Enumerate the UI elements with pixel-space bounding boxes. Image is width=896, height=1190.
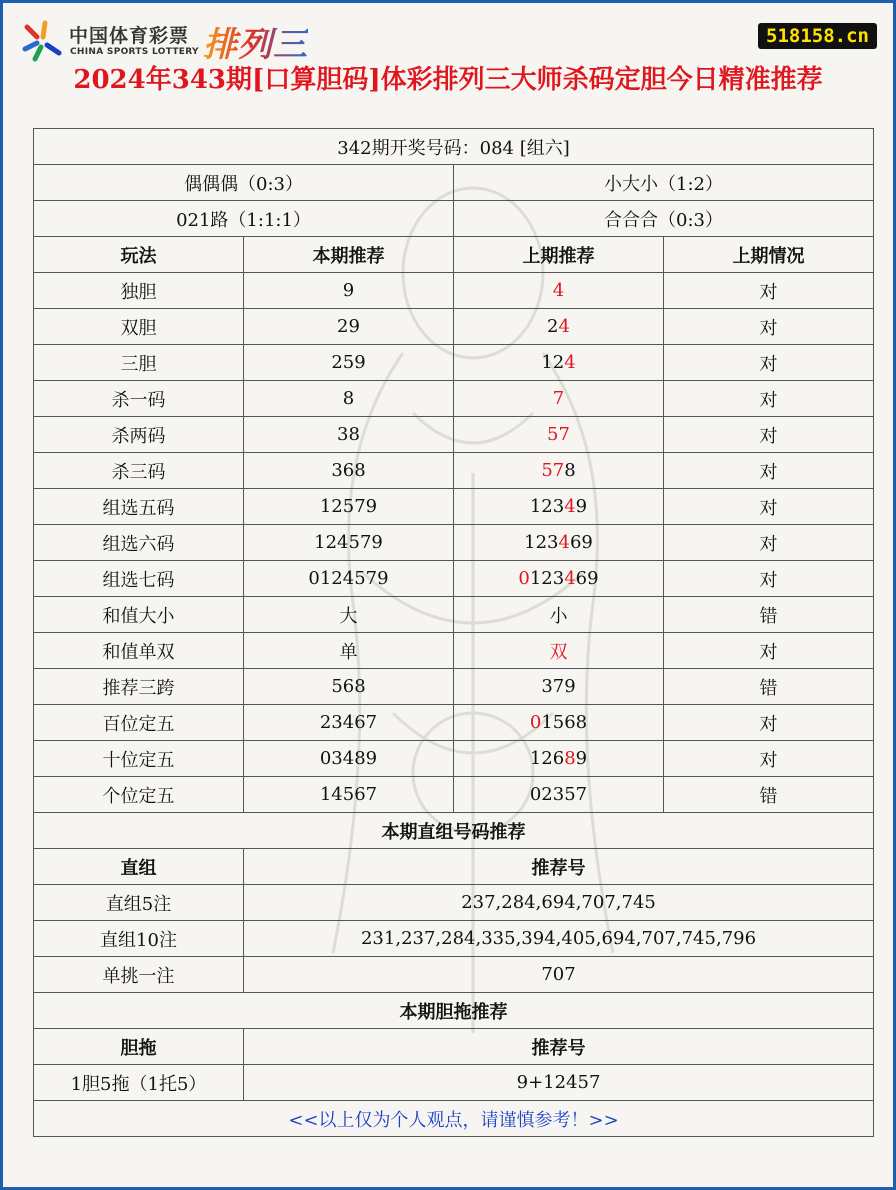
hit-digits: 4 (564, 568, 576, 589)
play-name: 组选七码 (34, 561, 244, 597)
digits: 1568 (541, 712, 588, 733)
previous-pick (454, 525, 664, 561)
previous-pick (454, 309, 664, 345)
previous-result: 对 (664, 705, 874, 741)
pattern-row-2 (34, 201, 874, 237)
draw-row (34, 129, 874, 165)
table-row (34, 705, 874, 741)
direct-header-label: 直组 (34, 849, 244, 885)
direct-label: 单挑一注 (34, 957, 244, 993)
hit-digits: 4 (558, 316, 570, 337)
table-row (34, 741, 874, 777)
play-name: 杀两码 (34, 417, 244, 453)
previous-result: 错 (664, 597, 874, 633)
direct-header-row (34, 849, 874, 885)
hit-digits: 57 (547, 424, 570, 445)
current-pick: 14567 (244, 777, 454, 813)
digits: 69 (575, 568, 599, 589)
play-name: 推荐三跨 (34, 669, 244, 705)
play-name: 三胆 (34, 345, 244, 381)
play-name: 独胆 (34, 273, 244, 309)
previous-pick (454, 669, 664, 705)
previous-result: 对 (664, 741, 874, 777)
dantuo-title-row (34, 993, 874, 1029)
route-pattern: 021路（1:1:1） (34, 201, 454, 237)
dantuo-header-label: 胆拖 (34, 1029, 244, 1065)
dantuo-header-row (34, 1029, 874, 1065)
previous-pick (454, 777, 664, 813)
table-row (34, 1065, 874, 1101)
digits: 12 (541, 352, 565, 373)
play-name: 组选五码 (34, 489, 244, 525)
logo-text-en: CHINA SPORTS LOTTERY (70, 47, 199, 57)
disclaimer-text: <<以上仅为个人观点，请谨慎参考！>> (34, 1101, 874, 1137)
digits: 02357 (529, 784, 588, 805)
hit-digits: 8 (564, 748, 576, 769)
header-current: 本期推荐 (244, 237, 454, 273)
previous-result: 对 (664, 309, 874, 345)
dantuo-section-title: 本期胆拖推荐 (34, 993, 874, 1029)
footer-row (34, 1101, 874, 1137)
current-pick: 368 (244, 453, 454, 489)
table-row (34, 273, 874, 309)
table-row (34, 309, 874, 345)
direct-value: 237,284,694,707,745 (244, 885, 874, 921)
logo-game-name: 排列三 (203, 17, 308, 66)
direct-title-row (34, 813, 874, 849)
table-row (34, 381, 874, 417)
current-pick: 大 (244, 597, 454, 633)
digits: 123 (524, 532, 559, 553)
previous-result: 对 (664, 345, 874, 381)
last-draw-result: 342期开奖号码：084 [组六] (34, 129, 874, 165)
table-row (34, 453, 874, 489)
table-row (34, 777, 874, 813)
hit-digits: 双 (549, 641, 568, 663)
hit-digits: 4 (552, 280, 565, 301)
header-result: 上期情况 (664, 237, 874, 273)
size-pattern: 小大小（1:2） (454, 165, 874, 201)
pattern-row-1 (34, 165, 874, 201)
previous-pick (454, 705, 664, 741)
current-pick: 124579 (244, 525, 454, 561)
table-row (34, 669, 874, 705)
previous-pick (454, 345, 664, 381)
table-row (34, 345, 874, 381)
digits: 8 (564, 460, 576, 481)
table-row (34, 633, 874, 669)
hit-digits: 57 (541, 460, 565, 481)
previous-result: 对 (664, 273, 874, 309)
hit-digits: 4 (558, 532, 570, 553)
play-name: 个位定五 (34, 777, 244, 813)
direct-value: 231,237,284,335,394,405,694,707,745,796 (244, 921, 874, 957)
play-name: 杀一码 (34, 381, 244, 417)
site-badge[interactable]: 518158.cn (758, 23, 877, 49)
digits: 69 (569, 532, 593, 553)
table-row (34, 561, 874, 597)
previous-result: 对 (664, 525, 874, 561)
previous-pick (454, 417, 664, 453)
previous-result: 错 (664, 669, 874, 705)
direct-label: 直组5注 (34, 885, 244, 921)
table-row (34, 525, 874, 561)
digits: 126 (529, 748, 565, 769)
play-name: 双胆 (34, 309, 244, 345)
header-play: 玩法 (34, 237, 244, 273)
header-previous: 上期推荐 (454, 237, 664, 273)
previous-pick (454, 453, 664, 489)
current-pick: 03489 (244, 741, 454, 777)
digits: 9 (575, 748, 588, 769)
current-pick: 23467 (244, 705, 454, 741)
hit-digits: 4 (564, 352, 576, 373)
parity-pattern: 偶偶偶（0:3） (34, 165, 454, 201)
digits: 123 (529, 568, 565, 589)
previous-pick (454, 273, 664, 309)
hit-digits: 0 (529, 712, 542, 733)
lottery-star-icon (21, 19, 63, 63)
play-name: 杀三码 (34, 453, 244, 489)
previous-pick (454, 597, 664, 633)
hit-digits: 0 (518, 568, 530, 589)
table-row (34, 489, 874, 525)
digits: 小 (549, 605, 568, 627)
recommendation-table (33, 128, 874, 1137)
play-name: 和值大小 (34, 597, 244, 633)
main-header-row (34, 237, 874, 273)
table-row (34, 957, 874, 993)
digits: 123 (529, 496, 565, 517)
page-title: 2024年343期[口算胆码]体彩排列三大师杀码定胆今日精准推荐 (73, 65, 823, 95)
current-pick: 259 (244, 345, 454, 381)
direct-value: 707 (244, 957, 874, 993)
current-pick: 8 (244, 381, 454, 417)
previous-result: 对 (664, 417, 874, 453)
play-name: 十位定五 (34, 741, 244, 777)
logo-text-cn: 中国体育彩票 (69, 25, 190, 47)
previous-pick (454, 489, 664, 525)
previous-result: 对 (664, 381, 874, 417)
dantuo-header-value: 推荐号 (244, 1029, 874, 1065)
current-pick: 12579 (244, 489, 454, 525)
previous-result: 对 (664, 453, 874, 489)
previous-result: 错 (664, 777, 874, 813)
previous-pick (454, 741, 664, 777)
hit-digits: 7 (552, 388, 565, 409)
current-pick: 9 (244, 273, 454, 309)
prime-pattern: 合合合（0:3） (454, 201, 874, 237)
digits: 2 (547, 316, 559, 337)
lottery-logo (21, 17, 331, 65)
previous-pick (454, 633, 664, 669)
previous-pick (454, 561, 664, 597)
dantuo-label: 1胆5拖（1托5） (34, 1065, 244, 1101)
previous-pick (454, 381, 664, 417)
direct-header-value: 推荐号 (244, 849, 874, 885)
table-row (34, 921, 874, 957)
dantuo-value: 9+12457 (244, 1065, 874, 1101)
table-row (34, 417, 874, 453)
current-pick: 38 (244, 417, 454, 453)
direct-section-title: 本期直组号码推荐 (34, 813, 874, 849)
previous-result: 对 (664, 489, 874, 525)
current-pick: 单 (244, 633, 454, 669)
play-name: 百位定五 (34, 705, 244, 741)
previous-result: 对 (664, 633, 874, 669)
current-pick: 29 (244, 309, 454, 345)
current-pick: 568 (244, 669, 454, 705)
digits: 379 (541, 676, 576, 697)
previous-result: 对 (664, 561, 874, 597)
direct-label: 直组10注 (34, 921, 244, 957)
hit-digits: 4 (564, 496, 576, 517)
play-name: 组选六码 (34, 525, 244, 561)
table-row (34, 885, 874, 921)
current-pick: 0124579 (244, 561, 454, 597)
play-name: 和值单双 (34, 633, 244, 669)
table-row (34, 597, 874, 633)
digits: 9 (575, 496, 588, 517)
